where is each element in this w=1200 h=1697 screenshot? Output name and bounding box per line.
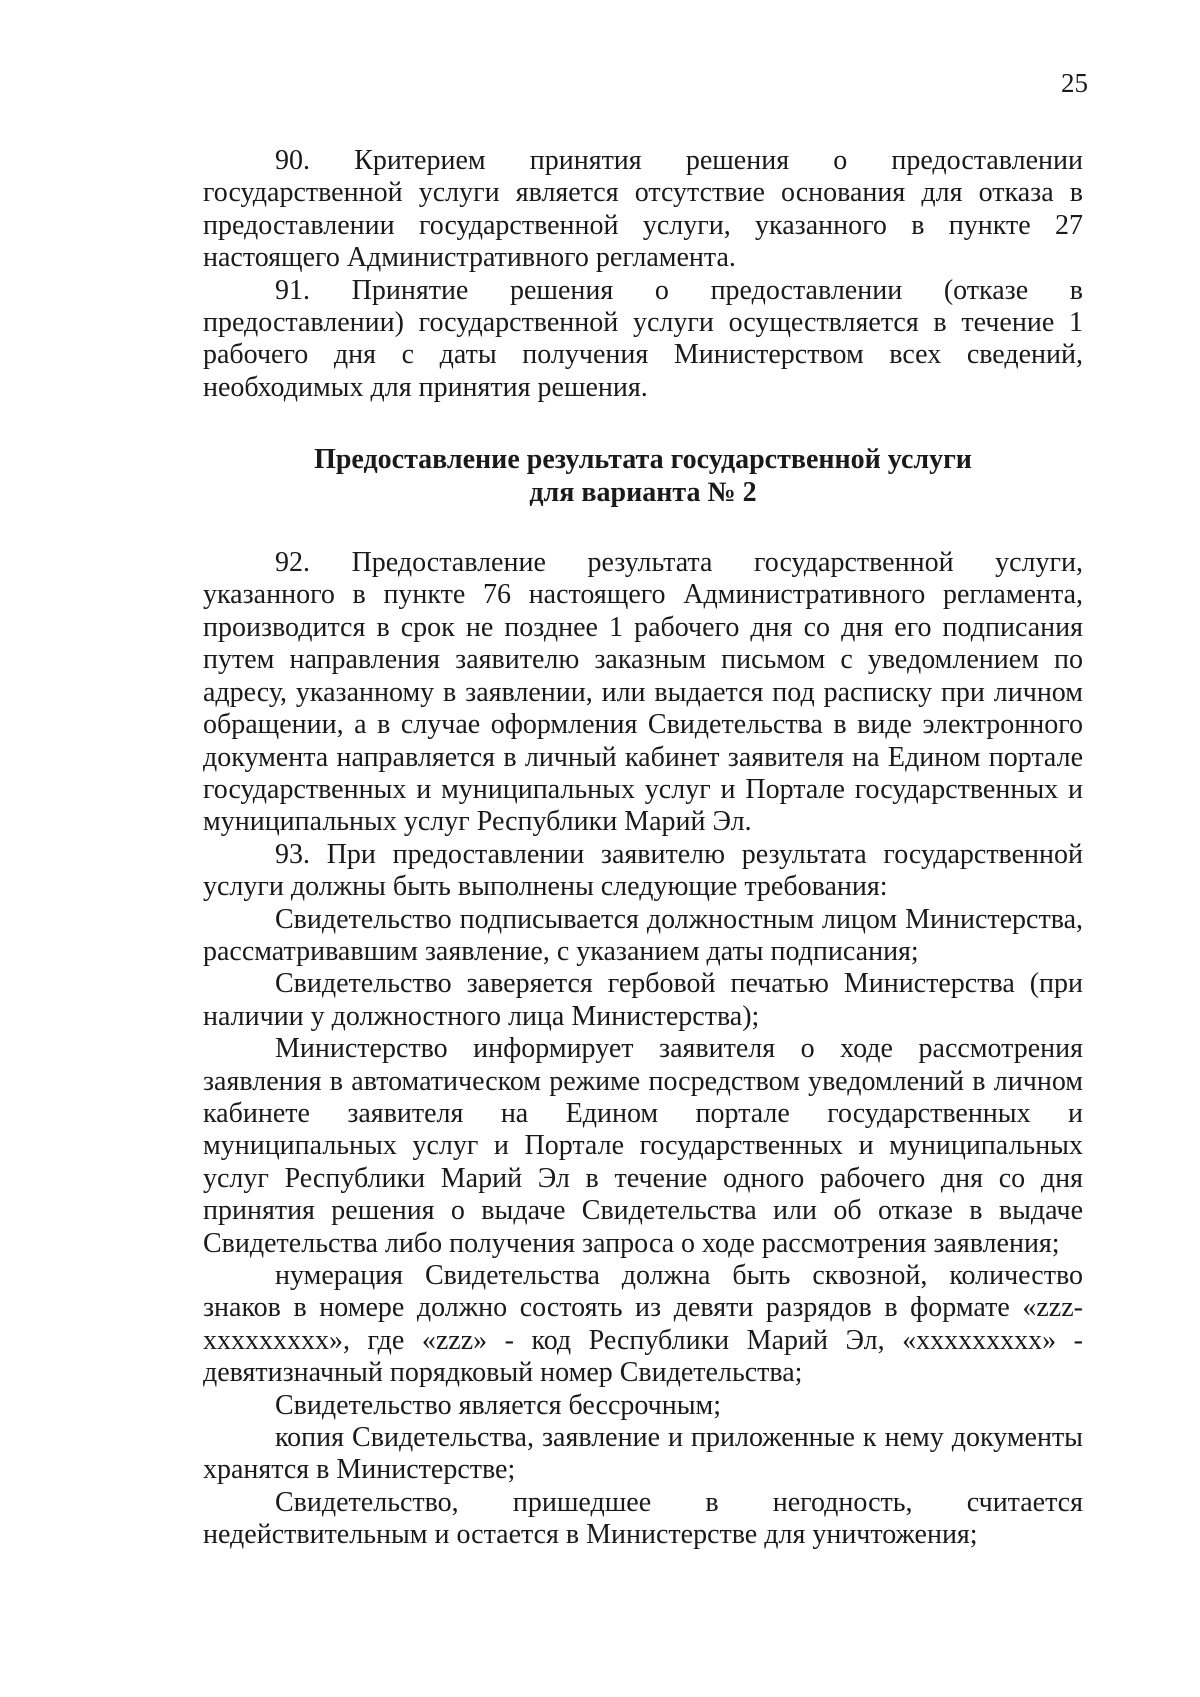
requirement-unusable: Свидетельство, пришедшее в негодность, считается недействительным и остается в Министерстве для уничтожения; — [203, 1486, 1083, 1551]
requirement-validity: Свидетельство является бессрочным; — [275, 1389, 722, 1421]
requirement-signing: Свидетельство подписывается должностным лицом Министерства, рассматривавшим заявление, с указанием даты подписания; — [203, 903, 1083, 967]
section-heading-line-1: Предоставление результата государственной услуги — [314, 444, 972, 476]
requirement-numbering: нумерация Свидетельства должна быть сквозной, количество знаков в номере должно состоять из девяти разрядов в формате «zzz-ххххххххх», где «zzz» - код Республики Марий Эл, «ххххххххх» - девятизначный порядковый номер Свидетельства; — [203, 1260, 1083, 1389]
paragraph-92: 92. Предоставление результата государственной услуги, указанного в пункте 76 настоящего Административного регламента, производится в срок не позднее 1 рабочего дня со дня его подписания путем направления заявителю заказным письмом с уведомлением по адресу, указанному в заявлении, или выдается под расписку при личном обращении, а в случае оформления Свидетельства в виде электронного документа направляется в личный кабинет заявителя на Едином портале государственных и муниципальных услуг и Портале государственных и муниципальных услуг Республики Марий Эл. — [203, 547, 1083, 838]
page-number: 25 — [1061, 68, 1088, 98]
section-heading-line-2: для варианта № 2 — [529, 476, 757, 508]
document-body — [203, 145, 1083, 1552]
paragraph-91: 91. Принятие решения о предоставлении (отказе в предоставлении) государственной услуги осуществляется в течение 1 рабочего дня с даты получения Министерством всех сведений, необходимых для принятия решения. — [203, 274, 1083, 403]
paragraph-90: 90. Критерием принятия решения о предоставлении государственной услуги является отсутствие основания для отказа в предоставлении государственной услуги, указанного в пункте 27 настоящего Административного регламента. — [203, 145, 1083, 274]
paragraph-93: 93. При предоставлении заявителю результата государственной услуги должны быть выполнены следующие требования: — [203, 838, 1083, 903]
requirement-seal: Свидетельство заверяется гербовой печатью Министерства (при наличии у должностного лица Министерства); — [203, 968, 1083, 1032]
requirement-notification: Министерство информирует заявителя о ходе рассмотрения заявления в автоматическом режиме посредством уведомлений в личном кабинете заявителя на Едином портале государственных и муниципальных услуг и Портале государственных и муниципальных услуг Республики Марий Эл в течение одного рабочего дня со дня принятия решения о выдаче Свидетельства или об отказе в выдаче Свидетельства либо получения запроса о ходе рассмотрения заявления; — [203, 1033, 1083, 1259]
section-heading — [203, 444, 1083, 509]
requirement-storage: копия Свидетельства, заявление и приложенные к нему документы хранятся в Министерстве; — [203, 1422, 1083, 1486]
